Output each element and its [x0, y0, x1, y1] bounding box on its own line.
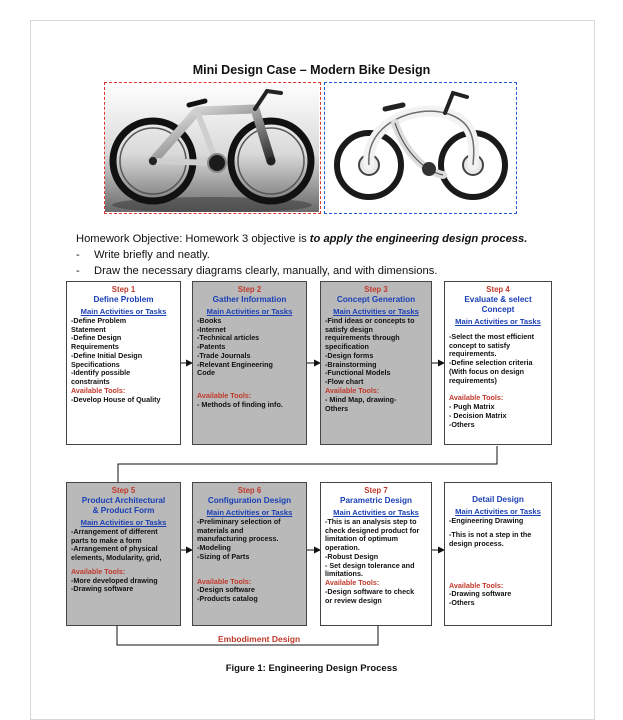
activity-line: check designed product for — [325, 525, 420, 535]
tool-line: -Design software — [197, 585, 255, 595]
activity-line: design process. — [449, 538, 504, 548]
activity-line: requirements. — [449, 349, 497, 359]
activity-line: manufacturing process. — [197, 534, 279, 544]
tool-line: -Design software to check — [325, 587, 415, 596]
activity-line: satisfy design — [325, 324, 373, 334]
activity-line: elements, Modularity, grid, — [71, 553, 162, 563]
activity-line: Requirements — [71, 342, 119, 352]
activity-line: limitation of optimum — [325, 534, 399, 544]
bullet-dash: - — [76, 265, 80, 277]
step-number: Step 5 — [111, 486, 136, 495]
main-activities-label: Main Activities or Tasks — [80, 306, 167, 316]
activity-line: -Define Design — [71, 333, 122, 343]
main-activities-label: Main Activities or Tasks — [333, 507, 419, 517]
activity-line: -Arrangement of different — [71, 526, 158, 536]
tool-line: - Mind Map, drawing- — [325, 394, 397, 404]
available-tools-label: Available Tools: — [197, 391, 252, 401]
activity-line: -Sizing of Parts — [197, 551, 250, 561]
bullet-text: Draw the necessary diagrams clearly, manually, and with dimensions. — [94, 265, 438, 277]
step-number: Step 1 — [111, 285, 136, 294]
step-2-box — [192, 281, 307, 445]
step-1-box — [66, 281, 181, 445]
connector-row1-row2 — [118, 446, 497, 482]
activity-line: -Arrangement of physical — [71, 544, 158, 554]
step-number: Step 6 — [237, 486, 262, 495]
step-4-box — [444, 281, 552, 445]
activity-line: -This is an analysis step to — [325, 516, 417, 526]
activity-line: -Identify possible — [71, 368, 131, 378]
step-number: Step 4 — [486, 285, 510, 294]
tool-line: -Others — [449, 419, 475, 429]
activity-line: -Robust Design — [325, 551, 379, 561]
step-5-box — [66, 482, 181, 626]
step-7-box — [320, 482, 432, 626]
activity-line: operation. — [325, 543, 360, 553]
activity-line: -Design forms — [325, 350, 374, 360]
step-number: Step 2 — [237, 285, 262, 294]
activity-line: -Preliminary selection of — [197, 516, 281, 526]
step-3-box — [320, 281, 432, 445]
step-number: Step 7 — [364, 486, 388, 495]
tool-line: -Develop House of Quality — [71, 394, 161, 404]
main-activities-label: Main Activities or Tasks — [206, 306, 293, 316]
tool-line: - Pugh Matrix — [449, 402, 495, 412]
step-name-line-2: & Product Form — [92, 505, 155, 515]
activity-line: -Internet — [197, 324, 226, 334]
tool-line: -Drawing software — [449, 589, 512, 599]
main-activities-label: Main Activities or Tasks — [455, 507, 541, 516]
activity-line: materials and — [197, 525, 244, 535]
step-name: Detail Design — [472, 495, 524, 504]
activity-line: Statement — [71, 324, 106, 334]
tool-line: - Methods of finding info. — [197, 400, 283, 409]
objective-prefix: Homework Objective: Homework 3 objective is — [76, 233, 310, 245]
activity-line: -Modeling — [197, 543, 231, 553]
tool-line: or review design — [325, 595, 382, 605]
main-activities-label: Main Activities or Tasks — [206, 507, 293, 517]
step-name: Configuration Design — [207, 495, 292, 505]
main-activities-label: Main Activities or Tasks — [455, 316, 541, 326]
step-name: Evaluate & select — [464, 294, 532, 304]
document-title: Mini Design Case – Modern Bike Design — [192, 63, 431, 77]
activity-line: Specifications — [71, 359, 120, 369]
activity-line: (With focus on design — [449, 366, 524, 376]
step-6-box — [192, 482, 307, 626]
activity-line: -Define Initial Design — [71, 350, 143, 360]
step-number — [449, 486, 547, 495]
tool-line: Others — [325, 403, 349, 413]
step-name: Define Problem — [93, 294, 154, 304]
detail-design-box — [444, 482, 552, 626]
activity-line: -Patents — [197, 342, 226, 352]
activity-line: limitations. — [325, 569, 363, 579]
available-tools-label: Available Tools: — [325, 578, 380, 588]
activity-line: -Engineering Drawing — [449, 516, 524, 526]
activity-line: specification — [325, 342, 369, 352]
main-activities-label: Main Activities or Tasks — [80, 517, 167, 527]
main-activities-label: Main Activities or Tasks — [333, 306, 419, 316]
tool-line: -Drawing software — [71, 584, 134, 594]
available-tools-label: Available Tools: — [71, 386, 126, 395]
activity-line: -Find ideas or concepts to — [325, 315, 415, 325]
step-name-line-2: Concept — [481, 304, 515, 314]
activity-line: -Define selection criteria — [449, 358, 533, 368]
activity-line: - Set design tolerance and — [325, 560, 415, 570]
bullet-text: Write briefly and neatly. — [94, 249, 210, 261]
tool-line: -Others — [449, 598, 475, 608]
activity-line: -Functional Models — [325, 368, 391, 378]
activity-line: concept to satisfy — [449, 340, 511, 350]
activity-line: -Trade Journals — [197, 350, 251, 360]
step-name: Gather Information — [212, 294, 287, 304]
activity-line: -Select the most efficient — [449, 331, 535, 341]
tool-line: - Decision Matrix — [449, 411, 507, 420]
available-tools-label: Available Tools: — [325, 386, 380, 395]
activity-line: -Books — [197, 315, 222, 325]
objective-emphasis: to apply the engineering design process. — [309, 233, 528, 245]
step-name: Concept Generation — [336, 294, 416, 304]
available-tools-label: Available Tools: — [449, 580, 504, 590]
available-tools-label: Available Tools: — [449, 393, 504, 403]
step-number: Step 3 — [364, 285, 388, 294]
activity-line: parts to make a form — [71, 535, 142, 545]
activity-line: constraints — [71, 377, 110, 387]
embodiment-design-label: Embodiment Design — [218, 634, 301, 644]
bullet-dash: - — [76, 249, 80, 261]
activity-line: -Define Problem — [71, 315, 127, 325]
activity-line: requirements) — [449, 375, 497, 385]
activity-line: Code — [197, 368, 215, 378]
activity-line: -Technical articles — [197, 333, 260, 343]
available-tools-label: Available Tools: — [71, 566, 126, 576]
tool-line: -More developed drawing — [71, 575, 158, 585]
figure-caption: Figure 1: Engineering Design Process — [225, 663, 398, 674]
step-name: Product Architectural — [81, 495, 166, 505]
available-tools-label: Available Tools: — [197, 576, 252, 586]
activity-line: -Flow chart — [325, 377, 364, 387]
activity-line: -This is not a step in the — [449, 530, 532, 540]
activity-line: requirements through — [325, 333, 400, 343]
activity-line: -Relevant Engineering — [197, 359, 273, 369]
tool-line: -Products catalog — [197, 594, 258, 604]
activity-line: -Brainstorming — [325, 359, 377, 369]
step-name: Parametric Design — [340, 495, 412, 505]
